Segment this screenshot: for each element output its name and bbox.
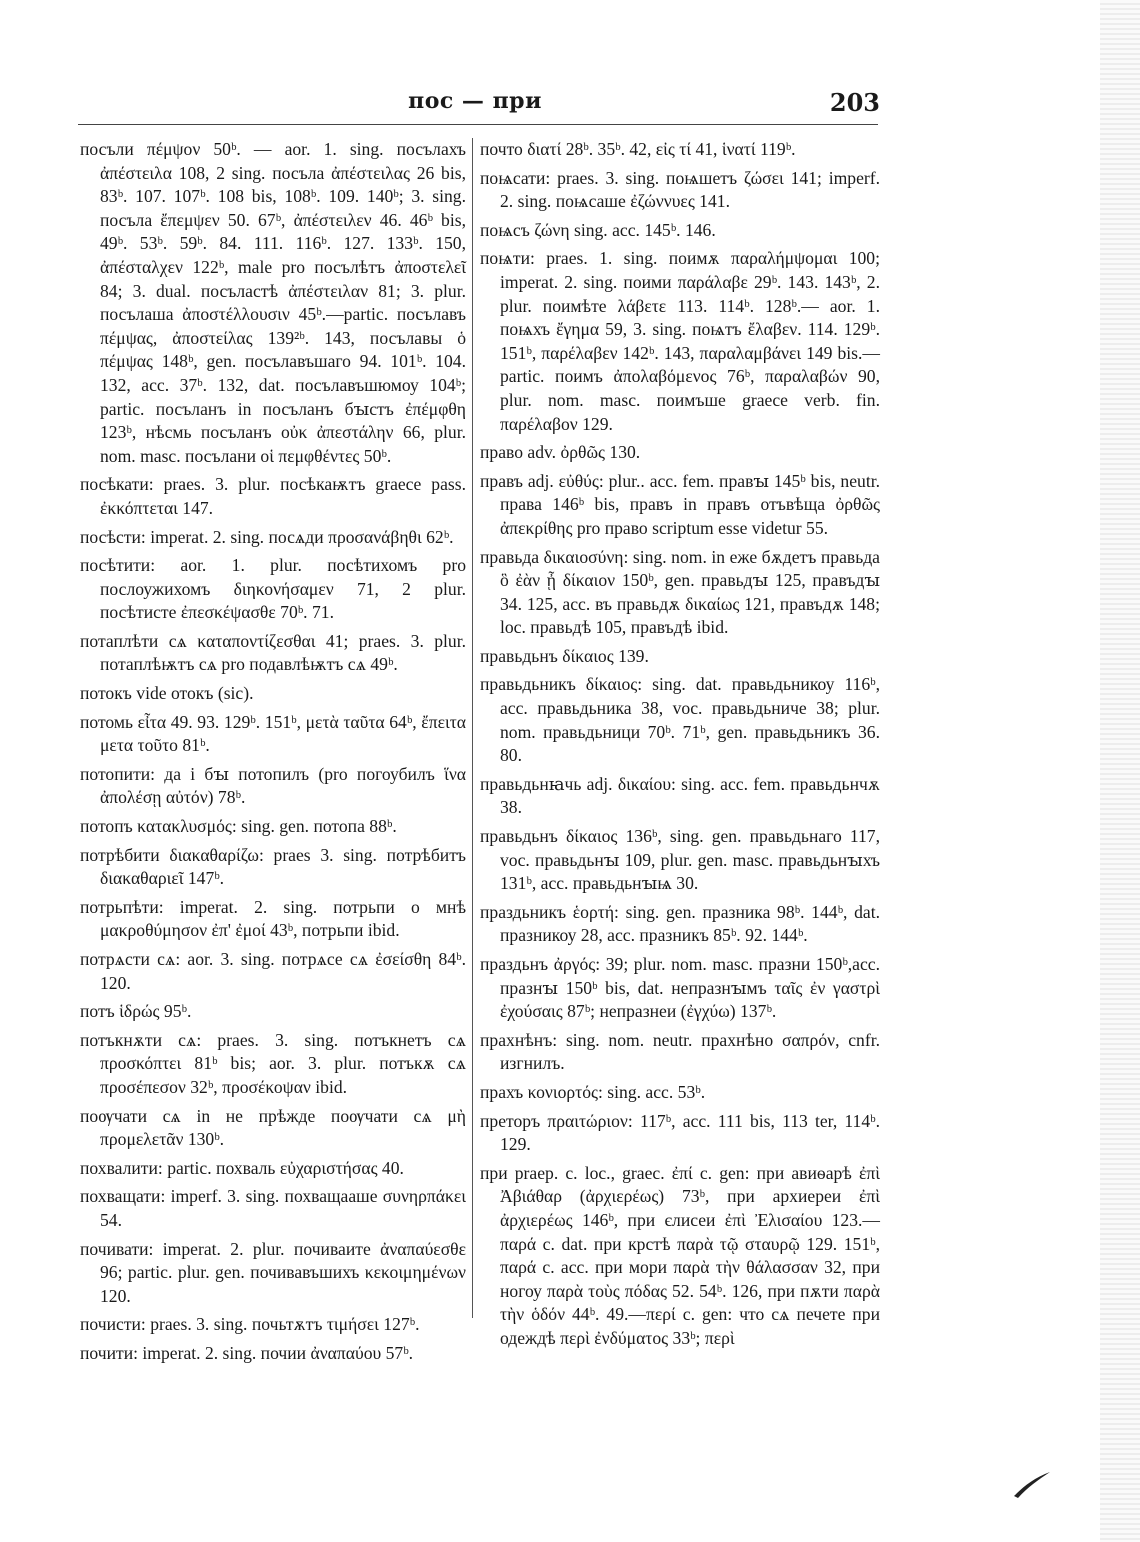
dictionary-entry: потрьпѣти: imperat. 2. sing. потрьпи о мнѣ μακροθύμησον ἐπ' ἐμοί 43ᵇ, потрьпи ibid. [80,896,466,941]
dictionary-entry: правьдьнꙗчь adj. δικαίου: sing. acc. fem. правьдьнчѫ 38. [480,773,880,818]
dictionary-entry: похвалити: partic. похваль εὐχαριστήσας 40. [80,1157,404,1178]
dictionary-entry: праздьнъ ἀργός: 39; plur. nom. masc. празни 150ᵇ,acc. празнꙑ 150ᵇ bis, dat. непразнꙑмъ ταῖς ἐν γαστρὶ ἐχούσαις 87ᵇ; непразнеи (ἐγχύω) 137ᵇ. [480,954,880,1022]
dictionary-entry: посѣтити: aor. 1. plur. посѣтихомъ pro послоужихомъ διηκονήσαμεν 71, 2 plur. посѣтисте ἐπεσκέψασθε 70ᵇ. 71. [80,555,466,623]
dictionary-entry: правьда δικαιοσύνη: sing. nom. in еже бѫдетъ правьда ὃ ἐὰν ᾖ δίκαιον 150ᵇ, gen. правьдꙑ 125, правъдꙑ 34. 125, acc. въ правьдѫ δικαίως 121, правъдѫ 148; loc. правьдѣ 105, правъдѣ ibid. [480,546,880,638]
dictionary-entry: прахнѣнъ: sing. nom. neutr. прахнѣно σαπρόν, cnfr. изгнилъ. [480,1029,880,1074]
dictionary-entry: потъкнѫти сѧ: praes. 3. sing. потъкнетъ сѧ προσκόπτει 81ᵇ bis; aor. 3. plur. потъкѫ сѧ προσέπεσον 32ᵇ, προσέκοψαν ibid. [80,1029,466,1097]
dictionary-entry: при praep. c. loc., graec. ἐπί c. gen: при авиѳарѣ ἐπὶ Ἀβιάθαρ (ἀρχιερέως) 73ᵇ, при архиереи ἐπὶ ἀρχιερέως 146ᵇ, при єлисеи ἐπὶ Ἐλισαίου 123.—παρά c. dat. при крстѣ παρὰ τῷ σταυρῷ 129. 151ᵇ, παρά c. acc. при мори παρὰ τὴν θάλασσαν 32, при ногоу παρὰ τοὺς πόδας 52. 54ᵇ. 126, при пѫти παρὰ τὴν ὁδόν 44ᵇ. 49.—περί c. gen: что сѧ печете при одеждѣ περὶ ἐνδύματος 33ᵇ; περὶ [480,1162,880,1348]
dictionary-entry: потаплѣти сѧ καταποντίζεσθαι 41; praes. 3. plur. потаплѣѭтъ сѧ pro подавлѣѭтъ сѧ 49ᵇ. [80,630,466,675]
dictionary-entry: потъ ἱδρώς 95ᵇ. [80,1001,192,1022]
dictionary-entry: почто διατί 28ᵇ. 35ᵇ. 42, εἰς τί 41, ἱνατί 119ᵇ. [480,139,796,159]
dictionary-entry: правьдьнъ δίκαιος 139. [480,645,649,666]
dictionary-entry: потокъ vide отокъ (sic). [80,683,254,704]
dictionary-entry: потомь εἶτα 49. 93. 129ᵇ. 151ᵇ, μετὰ ταῦτα 64ᵇ, ἔπειτα μετα τοῦτο 81ᵇ. [80,711,466,756]
page-header [70,88,880,122]
dictionary-entry: поѩти: praes. 1. sing. поимѫ παραλήμψομαι 100; imperat. 2. sing. поими παράλαβε 29ᵇ. 143. 143ᵇ, 2. plur. поимѣте λάβετε 113. 114ᵇ. 128ᵇ.— aor. 1. поѩхъ ἔγημα 59, 3. sing. поѩтъ ἔλαβεν. 114. 129ᵇ. 151ᵇ, παρέλαβεν 142ᵇ. 143, παραλαμβάνει 149 bis.—partic. поимъ ἀπολαβόμενος 76ᵇ, παραλαβών 90, plur. nom. masc. поимъше graece verb. fin. παρέλαβον 129. [480,248,880,434]
left-column [80,138,466,1371]
dictionary-entry: преторъ πραιτώριον: 117ᵇ, acc. 111 bis, 113 ter, 114ᵇ. 129. [480,1110,880,1155]
dictionary-entry: почисти: praes. 3. sing. почьтѫтъ τιμήσει 127ᵇ. [80,1314,420,1335]
dictionary-entry: правьдьнъ δίκαιος 136ᵇ, sing. gen. правьдьнаго 117, voc. правьдьнꙑ 109, plur. gen. masc. правьдьнꙑхъ 131ᵇ, acc. правьдьнꙑѩ 30. [480,826,880,894]
column-divider [472,138,473,1318]
dictionary-entry: потрѧсти сѧ: aor. 3. sing. потрѧсе сѧ ἐσείσθη 84ᵇ. 120. [80,949,466,993]
right-column [480,138,880,1356]
dictionary-entry: поѹчати сѧ in не прѣжде поѹчати сѧ μὴ προμελετᾶν 130ᵇ. [80,1105,466,1150]
dictionary-entry: почити: imperat. 2. sing. почии ἀναπαύου 57ᵇ. [80,1342,414,1363]
dictionary-entry: праздьникъ ἑορτή: sing. gen. празника 98ᵇ. 144ᵇ, dat. празникоу 28, acc. празникъ 85ᵇ. 92. 144ᵇ. [480,901,880,946]
dictionary-entry: потопити: да і бꙑ потопилъ (pro погоубилъ ἵνα ἀπολέσῃ αὐτόν) 78ᵇ. [80,763,466,808]
dictionary-entry: право adv. ὀρθῶς 130. [480,442,641,463]
dictionary-entry: почивати: imperat. 2. plur. почиваите ἀναπαύεσθε 96; partic. plur. gen. почивавъшихъ κεκοιμημένων 120. [80,1238,466,1306]
dictionary-entry: поѩсъ ζώνη sing. acc. 145ᵇ. 146. [480,219,716,240]
header-rule [78,124,878,125]
dictionary-entry: посѣкати: praes. 3. plur. посѣкаѭтъ graece pass. ἐκκόπτεται 147. [80,474,466,518]
page-number: 203 [829,88,880,117]
dictionary-entry: потопъ κατακλυσμός: sing. gen. потопа 88ᵇ. [80,816,397,837]
dictionary-entry: прахъ κονιορτός: sing. acc. 53ᵇ. [480,1081,706,1102]
dictionary-entry: похващати: imperf. 3. sing. похващааше συνηρπάκει 54. [80,1186,466,1230]
dictionary-entry: потрѣбити διακαθαρίζω: praes 3. sing. потрѣбитъ διακαθαριεῖ 147ᵇ. [80,844,466,889]
dictionary-entry: правьдьникъ δίκαιος: sing. dat. правьдьникоу 116ᵇ, acc. правьдьника 38, voc. правьдьниче 38; plur. nom. правьдьници 70ᵇ. 71ᵇ, gen. правьдьникъ 36. 80. [480,674,880,766]
ink-mark [1012,1460,1052,1500]
dictionary-entry: посѣсти: imperat. 2. sing. посѧди προσανάβηθι 62ᵇ. [80,526,454,547]
dictionary-entry: правъ adj. εὐθύς: plur.. acc. fem. правꙑ 145ᵇ bis, neutr. права 146ᵇ bis, правъ in правъ отъвѣща ὀρθῶς ἀπεκρίθης pro право scriptum esse videtur 55. [480,470,880,538]
dictionary-entry: поѩсати: praes. 3. sing. поѩшетъ ζώσει 141; imperf. 2. sing. поѩсаше ἐζώννυες 141. [480,167,880,212]
page-edge-shadow [1100,0,1140,1542]
running-head: пос — при [408,88,542,114]
dictionary-entry: посъли πέμψον 50ᵇ. — aor. 1. sing. посълахъ ἀπέστειλα 108, 2 sing. посъла ἀπέστειλας 26 bis, 83ᵇ. 107. 107ᵇ. 108 bis, 108ᵇ. 109. 140ᵇ; 3. sing. посъла ἔπεμψεν 50. 67ᵇ, ἀπέστειλεν 46. 46ᵇ bis, 49ᵇ. 53ᵇ. 59ᵇ. 84. 111. 116ᵇ. 127. 133ᵇ. 150, ἀπέσταλχεν 122ᵇ, male pro посълѣтъ ἀποστελεῖ 84; 3. dual. посъластѣ ἀπέστειλαν 81; 3. plur. посълаша ἀποστέλλουσιν 45ᵇ.—partic. посълавъ πέμψας, ἀποστείλας 139²ᵇ. 143, посълавы ὁ πέμψας 148ᵇ, gen. посълавъшаго 94. 101ᵇ. 104. 132, acc. 37ᵇ. 132, dat. посълавъшюмоу 104ᵇ; partic. посъланъ in посъланъ бꙑстъ ἐπέμφθη 123ᵇ, нѣсмь посъланъ οὐκ ἀπεστάλην 66, plur. nom. masc. посълани οἱ πεμφθέντες 50ᵇ. [80,139,466,466]
